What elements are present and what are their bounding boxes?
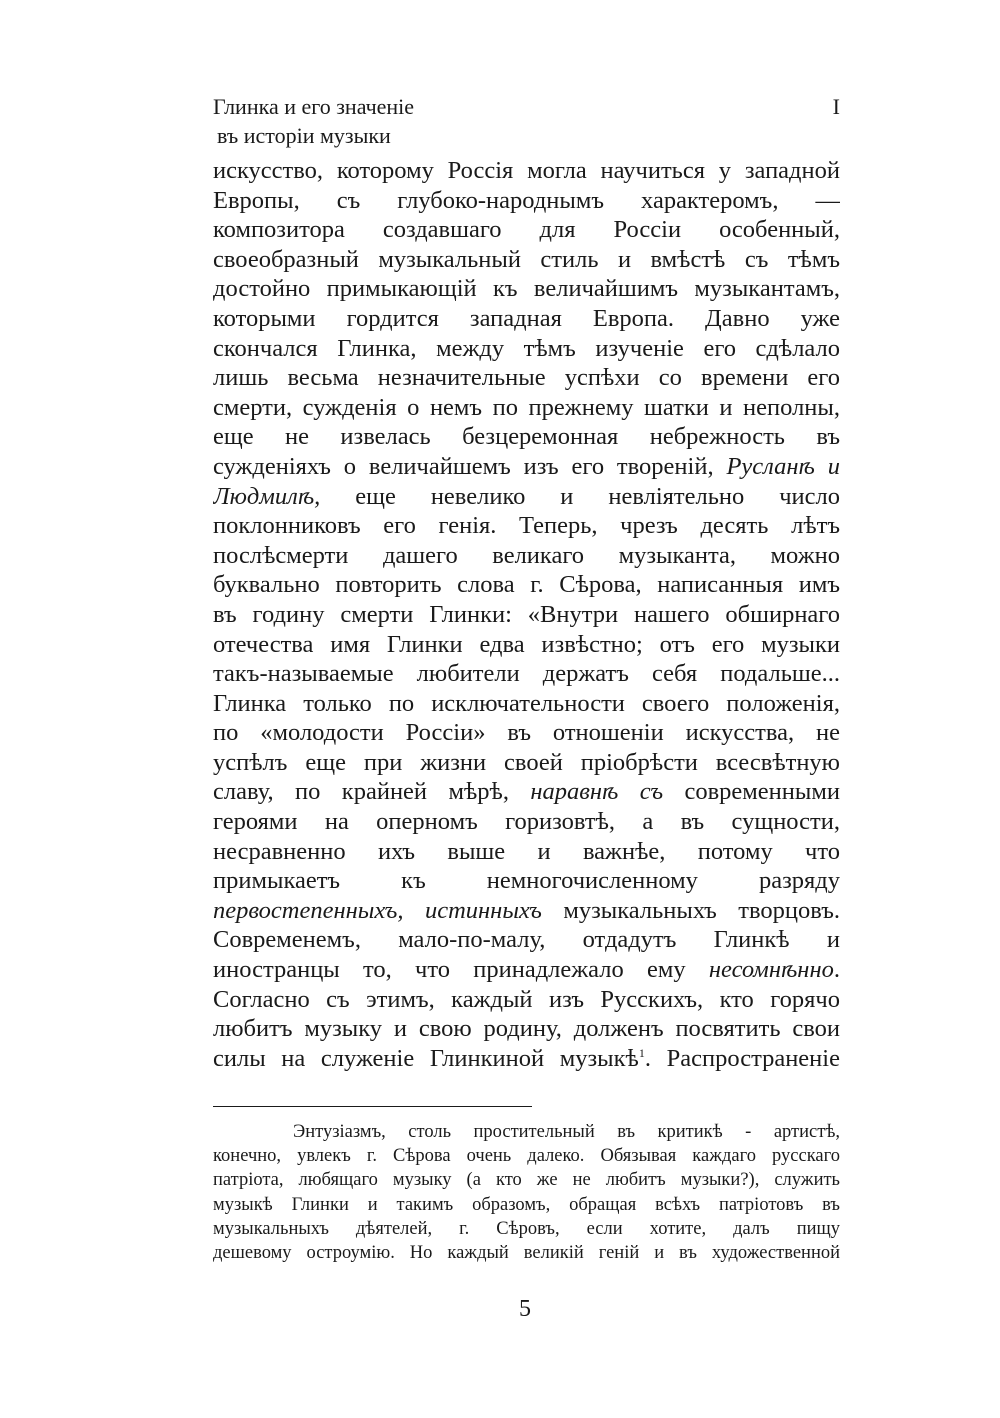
text-segment: по «молодости Россіи» въ отношеніи искусства, не — [213, 719, 840, 747]
text-line — [213, 630, 840, 660]
text-segment: героями на оперномъ горизовтѣ, а въ сущности, — [213, 808, 840, 836]
text-line — [213, 215, 840, 245]
text-segment: . — [833, 956, 840, 984]
text-line — [213, 186, 840, 216]
text-line — [213, 600, 840, 630]
text-segment: иностранцы то, что принадлежало ему — [213, 956, 709, 984]
text-segment: еще невелико и невліятельно число — [320, 482, 840, 510]
text-segment: современными — [663, 778, 840, 806]
running-head — [213, 92, 840, 150]
text-line — [213, 274, 840, 304]
text-segment: несравненно ихъ выше и важнѣе, потому что — [213, 837, 840, 865]
chapter-number: I — [832, 94, 840, 119]
text-segment: любитъ музыку и свою родину, долженъ посвятить свои — [213, 1015, 840, 1043]
italic-text: Людмилѣ, — [213, 482, 321, 510]
text-segment: скончался Глинка, между тѣмъ изученіе его сдѣлало — [213, 334, 840, 362]
text-line — [213, 748, 840, 778]
text-segment: композитора создавшаго для Россіи особенный, — [213, 216, 840, 244]
text-segment: буквально повторить слова г. Сѣрова, написанныя имъ — [213, 571, 840, 599]
text-line — [213, 304, 840, 334]
text-segment: Согласно съ этимъ, каждый изъ Русскихъ, кто горячо — [213, 985, 840, 1013]
text-segment: еще не извелась безцеремонная небрежность въ — [213, 423, 840, 451]
text-line — [213, 482, 840, 512]
italic-text: первостепенныхъ, истинныхъ — [213, 896, 542, 924]
running-head-title-line-1: Глинка и его значеніе — [213, 94, 415, 119]
text-segment: такъ-называемые любители держатъ себя подальше... — [213, 660, 840, 688]
footnote — [213, 1120, 840, 1265]
footnote-divider — [213, 1106, 532, 1107]
text-line — [213, 1044, 840, 1074]
page-number: 5 — [519, 1296, 531, 1322]
text-segment: которыми гордится западная Европа. Давно уже — [213, 304, 840, 332]
footnote-line: патріота, любящаго музыку (а кто же не любитъ музыки?), служить — [213, 1170, 840, 1191]
text-line — [213, 570, 840, 600]
text-segment: . Распространеніе — [644, 1044, 840, 1072]
text-segment: Современемъ, мало-по-малу, отдадутъ Глинкѣ и — [213, 926, 840, 954]
text-line — [213, 156, 840, 186]
text-line — [213, 659, 840, 689]
text-segment: музыкальныхъ творцовъ. — [541, 896, 840, 924]
text-line — [213, 511, 840, 541]
text-segment: въ годину смерти Глинки: «Внутри нашего обширнаго — [213, 600, 840, 628]
text-segment: славу, по крайней мѣрѣ, — [213, 778, 531, 806]
footnote-line: Энтузіазмъ, столь простительный въ критикѣ - артистѣ, — [293, 1122, 840, 1142]
text-line — [213, 807, 840, 837]
text-segment: поклонниковъ его генія. Теперь, чрезъ десять лѣтъ — [213, 512, 840, 540]
text-line — [213, 896, 840, 926]
text-segment: сужденіяхъ о величайшемъ изъ его твореній, — [213, 452, 727, 480]
text-line — [213, 689, 840, 719]
footnote-marker: 1 — [638, 1045, 645, 1060]
text-line — [213, 777, 840, 807]
text-line — [213, 393, 840, 423]
text-segment: своеобразный музыкальный стиль и вмѣстѣ съ тѣмъ — [213, 245, 840, 273]
footnote-line: музыкѣ Глинки и такимъ образомъ, обращая всѣхъ патріотовъ въ — [213, 1194, 840, 1215]
text-segment: искусство, которому Россія могла научиться у западной — [213, 157, 840, 184]
running-head-title-line-2: въ исторіи музыки — [217, 123, 391, 148]
text-segment: отечества имя Глинки едва извѣстно; отъ его музыки — [213, 630, 840, 658]
text-segment: достойно примыкающій къ величайшимъ музыкантамъ, — [213, 275, 840, 303]
text-segment: лишь весьма незначительные успѣхи со времени его — [213, 364, 840, 392]
italic-text: несомнѣнно — [708, 956, 834, 984]
footnote-line: музыкальныхъ дѣятелей, г. Сѣровъ, если хотите, далъ пищу — [213, 1218, 840, 1239]
text-segment: Европы, съ глубоко-народнымъ характеромъ, — — [213, 186, 840, 214]
text-line — [213, 925, 840, 955]
text-line — [213, 837, 840, 867]
text-line — [213, 334, 840, 364]
text-line — [213, 245, 840, 275]
text-segment: успѣлъ еще при жизни своей пріобрѣсти всесвѣтную — [213, 748, 840, 776]
text-line — [213, 452, 840, 482]
text-segment: Глинка только по исключательности своего положенія, — [213, 689, 840, 717]
italic-text: Русланѣ и — [726, 452, 840, 480]
italic-text: наравнѣ съ — [530, 778, 664, 806]
text-line — [213, 955, 840, 985]
text-line — [213, 422, 840, 452]
text-segment: смерти, сужденія о немъ по прежнему шатки и неполны, — [213, 393, 840, 421]
text-line — [213, 363, 840, 393]
main-text — [213, 156, 840, 1073]
text-line — [213, 541, 840, 571]
text-segment: примыкаетъ къ немногочисленному разряду — [213, 867, 840, 895]
text-segment: силы на служеніе Глинкиной музыкѣ — [213, 1044, 639, 1072]
text-line — [213, 1014, 840, 1044]
footnote-line: дешевому остроумію. Но каждый великій геній и въ художественной — [213, 1242, 840, 1263]
text-line — [213, 718, 840, 748]
text-segment: послѣсмерти дашего великаго музыканта, можно — [213, 541, 840, 569]
text-line — [213, 985, 840, 1015]
text-line — [213, 866, 840, 896]
footnote-line: конечно, увлекъ г. Сѣрова очень далеко. Обязывая каждаго русскаго — [213, 1146, 840, 1167]
